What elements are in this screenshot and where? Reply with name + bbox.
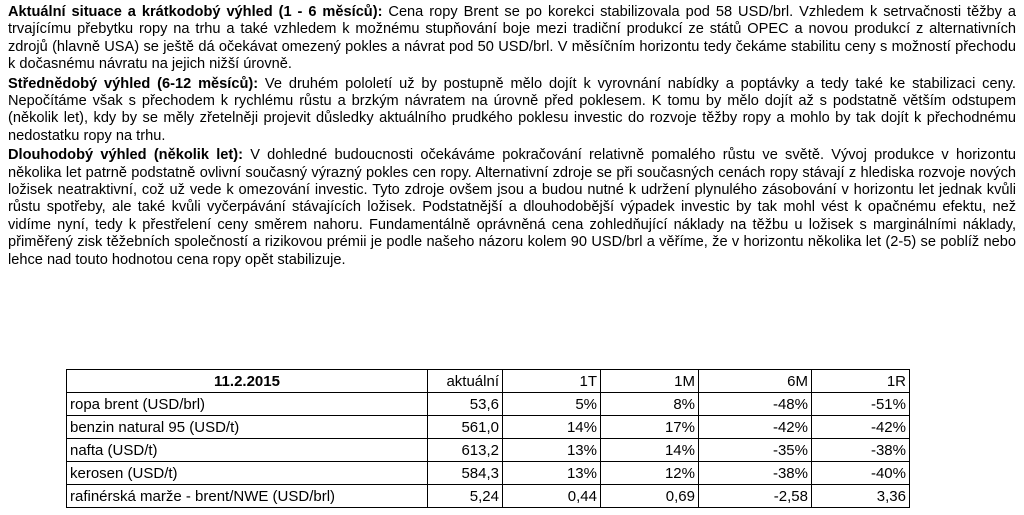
cell-1m: 8% — [601, 393, 699, 416]
cell-1t: 13% — [503, 462, 601, 485]
heading-long-term: Dlouhodobý výhled (několik let): — [8, 147, 243, 164]
table-header-row — [67, 370, 910, 393]
cell-1r: -38% — [812, 439, 910, 462]
cell-6m: -48% — [699, 393, 812, 416]
text-mid-term: Ve druhém pololetí už by postupně mělo dojít k vyrovnání nabídky a poptávky a tedy také ke stabilizaci ceny. Nepočítáme však s přechodem k rychlému růstu a brzkým návratem na úrovně před poklesem. K tomu by mělo dojít až s podstatně větším odstupem (několik let), kdy by se měly zřetelněji projevit důsledky aktuálního prudkého poklesu investic do rozvoje těžby ropy a mohlo by tak dojít k přechodnému nedostatku ropy na trhu. — [8, 75, 1016, 144]
cell-6m: -2,58 — [699, 485, 812, 508]
row-label: rafinérská marže - brent/NWE (USD/brl) — [67, 485, 428, 508]
cell-current: 53,6 — [428, 393, 503, 416]
cell-1m: 17% — [601, 416, 699, 439]
row-label: benzin natural 95 (USD/t) — [67, 416, 428, 439]
cell-current: 584,3 — [428, 462, 503, 485]
table-row — [67, 462, 910, 485]
heading-mid-term: Střednědobý výhled (6-12 měsíců): — [8, 75, 259, 92]
cell-1t: 14% — [503, 416, 601, 439]
table-row — [67, 485, 910, 508]
price-table-wrap — [66, 369, 910, 508]
table-row — [67, 416, 910, 439]
cell-1r: 3,36 — [812, 485, 910, 508]
row-label: kerosen (USD/t) — [67, 462, 428, 485]
header-1r: 1R — [812, 370, 910, 393]
table-row — [67, 439, 910, 462]
outlook-text — [8, 4, 1016, 271]
cell-1m: 12% — [601, 462, 699, 485]
cell-1r: -40% — [812, 462, 910, 485]
cell-6m: -38% — [699, 462, 812, 485]
price-table — [66, 369, 910, 508]
cell-6m: -35% — [699, 439, 812, 462]
text-long-term: V dohledné budoucnosti očekáváme pokračování relativně pomalého růstu ve světě. Vývoj produkce v horizontu několika let patrně podstatně ovlivní současný výrazný pokles cen ropy. Alternativní zdroje se při současných cenách ropy stávají z hlediska rozvoje nových ložisek neatraktivní, což už vede k omezování investic. Tyto zdroje ovšem jsou a budou nutné k udržení plynulého zásobování v horizontu let jednak kvůli růstu spotřeby, ale také kvůli vyčerpávání stávajících ložisek. Podstatnější a dlouhodobější výpadek investic by tak mohl vést k opačnému efektu, než vidíme nyní, tedy k přestřelení ceny směrem nahoru. Fundamentálně oprávněná cena zohledňující náklady na těžbu u ložisek s marginálními náklady, přiměřený zisk těžebních společností a rizikovou prémii je podle našeho názoru kolem 90 USD/brl a věříme, že v horizontu několika let (2-5) se poblíž nebo lehce nad touto hodnotou cena ropy opět stabilizuje. — [8, 147, 1016, 268]
table-row — [67, 393, 910, 416]
header-current: aktuální — [428, 370, 503, 393]
cell-1r: -51% — [812, 393, 910, 416]
header-6m: 6M — [699, 370, 812, 393]
cell-1m: 14% — [601, 439, 699, 462]
cell-current: 613,2 — [428, 439, 503, 462]
paragraph-short-term — [8, 4, 1016, 74]
row-label: nafta (USD/t) — [67, 439, 428, 462]
row-label: ropa brent (USD/brl) — [67, 393, 428, 416]
header-date: 11.2.2015 — [67, 370, 428, 393]
paragraph-long-term — [8, 147, 1016, 269]
cell-current: 5,24 — [428, 485, 503, 508]
cell-1m: 0,69 — [601, 485, 699, 508]
cell-6m: -42% — [699, 416, 812, 439]
cell-1t: 5% — [503, 393, 601, 416]
heading-short-term: Aktuální situace a krátkodobý výhled (1 - 6 měsíců): — [8, 4, 383, 20]
cell-1r: -42% — [812, 416, 910, 439]
cell-current: 561,0 — [428, 416, 503, 439]
header-1t: 1T — [503, 370, 601, 393]
cell-1t: 13% — [503, 439, 601, 462]
cell-1t: 0,44 — [503, 485, 601, 508]
text-short-term: Cena ropy Brent se po korekci stabilizovala pod 58 USD/brl. Vzhledem k setrvačnosti těžby a trvajícímu přebytku ropy na trhu a také vzhledem k možnému stupňování boje mezi tradiční produkcí ze států OPEC a novou produkcí z alternativních zdrojů (hlavně USA) se ještě dá očekávat omezený pokles a návrat pod 50 USD/brl. V měsíčním horizontu tedy čekáme stabilitu ceny s možností přechodu k dočasnému návratu na jejich nižší úrovně. — [8, 4, 1017, 73]
header-1m: 1M — [601, 370, 699, 393]
paragraph-mid-term — [8, 76, 1016, 146]
